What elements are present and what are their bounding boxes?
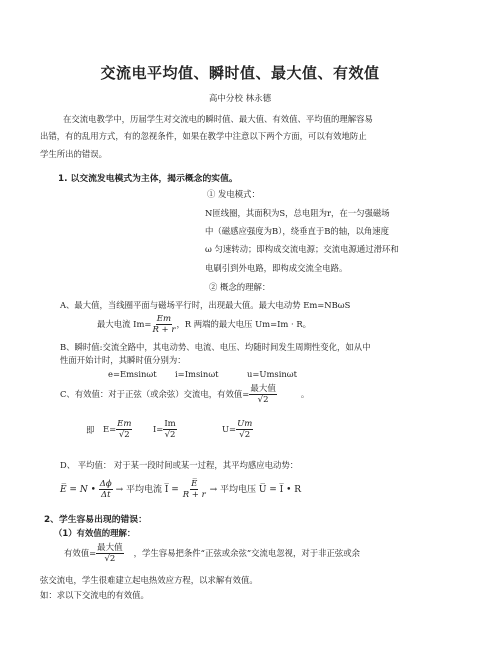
author-line: 高中分校 林永德 <box>208 94 272 104</box>
effective-value-line <box>60 384 309 405</box>
max-current-formula <box>97 314 311 335</box>
error-effective-line <box>64 543 360 564</box>
fraction-numerator: Um <box>237 419 253 429</box>
max-voltage-text: ，R 两端的最大电压 Um=Im · R。 <box>176 319 312 329</box>
fraction-numerator: Em <box>156 314 172 324</box>
average-current-label: → 平均电流 I̅ = <box>115 485 179 495</box>
average-emf-label: E̅ = N • <box>60 485 96 495</box>
fraction-e-over-rr <box>182 479 207 500</box>
fraction-numerator: Δϕ <box>99 479 112 489</box>
fraction-um-over-sqrt2 <box>236 419 253 440</box>
fraction-im-over-sqrt2 <box>163 419 176 440</box>
average-formula <box>60 479 301 500</box>
error-line-3: 如：求以下交流电的有效值。 <box>40 590 149 600</box>
effective-value-label: 有效值= <box>64 548 97 558</box>
average-voltage-label: → 平均电压 U̅ = I̅ • R <box>209 485 302 495</box>
section-1-heading: 1. 以交流发电模式为主体，揭示概念的实值。 <box>58 174 238 184</box>
fraction-denominator: √2 <box>239 430 251 440</box>
fraction-numerator: Im <box>164 419 176 429</box>
instant-current-formula: i=Imsinωt <box>175 369 219 379</box>
fraction-denominator: R + r <box>182 490 206 500</box>
ji-label: 即 <box>86 425 95 435</box>
model-line-4: 电刷引到外电路，即构成交流全电路。 <box>205 263 348 273</box>
effective-voltage-formula <box>222 419 253 440</box>
max-value-line: A、最大值，当线圈平面与磁场平行时，出现最大值。最大电动势 Em=NBωS <box>60 300 351 310</box>
instant-emf-formula: e=Emsinωt <box>108 369 157 379</box>
fraction-em-over-sqrt2 <box>116 419 132 440</box>
fraction-denominator: √2 <box>118 430 130 440</box>
model-line-1: N匝线圈，其面积为S，总电阻为r，在一匀强磁场 <box>205 208 390 218</box>
fraction-numerator: 最大值 <box>97 543 123 553</box>
effective-current-formula <box>153 419 177 440</box>
effective-value-label: C、有效值：对于正弦（或余弦）交流电，有效值= <box>60 389 250 399</box>
fraction-dphi-over-dt <box>99 479 113 500</box>
e-label: E= <box>103 424 117 434</box>
fraction-denominator: √2 <box>104 554 116 564</box>
model-line-3: ω 匀速转动；即构成交流电源；交流电源通过滑环和 <box>205 244 399 254</box>
effective-emf-formula <box>103 419 132 440</box>
average-value-line: D、 平均值： 对于某一段时间或某一过程，其平均感应电动势： <box>60 460 299 470</box>
fraction-max-over-sqrt2-2 <box>96 543 124 564</box>
model-heading: ① 发电模式： <box>207 189 260 199</box>
instant-line-1: B、瞬时值:交流全路中，其电动势、电流、电压、均随时间发生周期性变化，如从中 <box>60 342 371 352</box>
model-line-2: 中（磁感应强度为B），绕垂直于B的轴，以角速度 <box>205 226 389 236</box>
error-line-2: 弦交流电，学生很难建立起电热效应方程，以求解有效值。 <box>40 575 258 585</box>
intro-line-3: 学生所出的错误。 <box>40 149 107 159</box>
fraction-numerator: 最大值 <box>250 384 276 394</box>
fraction-max-over-sqrt2 <box>249 384 277 405</box>
effective-value-end: 。 <box>300 389 310 399</box>
fraction-denominator: √2 <box>164 430 176 440</box>
fraction-denominator: Δt <box>100 490 111 500</box>
max-current-label: 最大电流 Im= <box>97 319 152 329</box>
fraction-denominator: R + r <box>152 325 176 335</box>
fraction-numerator: Em <box>117 419 132 429</box>
instant-voltage-formula: u=Umsinωt <box>247 369 297 379</box>
fraction-denominator: √2 <box>257 395 269 405</box>
fraction-numerator: E̅ <box>191 479 198 489</box>
intro-line-2: 出错，有的乱用方式，有的忽视条件，如果在教学中注意以下两个方面，可以有效地防止 <box>40 131 367 141</box>
i-label: I= <box>153 424 164 434</box>
concept-heading: ② 概念的理解： <box>209 282 271 292</box>
instant-line-2: 性面开始计时，其瞬时值分别为： <box>60 355 186 365</box>
intro-line-1: 在交流电教学中，历届学生对交流电的瞬时值、最大值、有效值、平均值的理解容易 <box>63 114 373 124</box>
error-explanation: ，学生容易把条件“正弦或余弦”交流电忽视，对于非正弦或余 <box>133 548 360 558</box>
fraction-em-over-rr <box>151 314 176 335</box>
subsection-1-heading: （1）有效值的理解： <box>54 528 136 538</box>
u-label: U= <box>222 424 237 434</box>
page-title: 交流电平均值、瞬时值、最大值、有效值 <box>100 64 380 82</box>
section-2-heading: 2、学生容易出现的错误： <box>44 515 147 525</box>
